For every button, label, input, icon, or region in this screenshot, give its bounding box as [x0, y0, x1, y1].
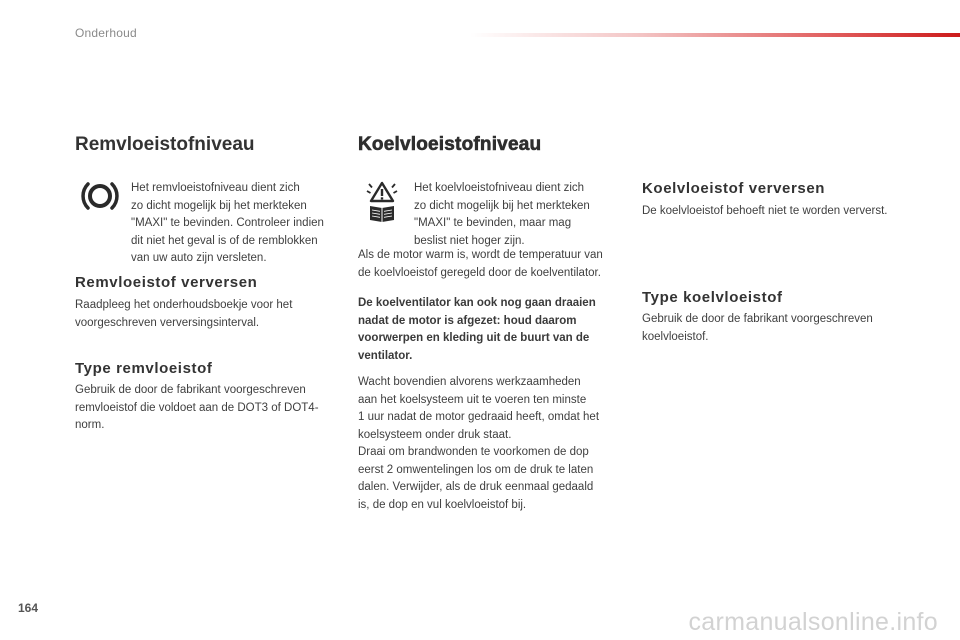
text-line: remvloeistof die voldoet aan de DOT3 of DOT4- — [75, 401, 319, 414]
text-line: voorwerpen en kleding uit de buurt van de — [358, 332, 590, 344]
text-line: dit niet het geval is of de remblokken — [131, 234, 318, 247]
coolant-level-title: Koelvloeistofniveau — [358, 134, 542, 155]
brake-fluid-replace-text — [75, 297, 345, 332]
text-line: 1 uur nadat de motor gedraaid heeft, omdat het — [358, 411, 600, 423]
coolant-temperature-text — [358, 247, 628, 282]
text-line: aan het koelsysteem uit te voeren ten minste — [358, 393, 587, 406]
text-line: koelsysteem onder druk staat. — [358, 428, 512, 441]
text-line: de koelvloeistof geregeld door de koelventilator. — [358, 266, 601, 279]
coolant-replace-text — [642, 203, 932, 221]
coolant-wait-text — [358, 374, 628, 514]
text-line: De koelvloeistof behoeft niet te worden ververst. — [642, 205, 888, 217]
header-accent-rule — [470, 33, 960, 37]
coolant-intro — [414, 180, 624, 250]
coolant-replace-title: Koelvloeistof verversen — [642, 180, 826, 197]
text-line: De koelventilator kan ook nog gaan draaien — [358, 297, 596, 309]
brake-fluid-replace-title: Remvloeistof verversen — [75, 274, 258, 291]
coolant-fan-warning — [358, 295, 628, 365]
text-line: dalen. Verwijder, als de druk eenmaal gedaald — [358, 481, 594, 493]
brake-fluid-type-title: Type remvloeistof — [75, 360, 213, 377]
text-line: Als de motor warm is, wordt de temperatuur van — [358, 249, 603, 261]
section-header: Onderhoud — [75, 26, 137, 40]
text-line: "MAXI" te bevinden, maar mag — [414, 217, 572, 229]
text-line: Wacht bovendien alvorens werkzaamheden — [358, 376, 581, 388]
brake-fluid-intro — [131, 180, 346, 268]
text-line: is, de dop en vul koelvloeistof bij. — [358, 498, 527, 511]
text-line: van uw auto zijn versleten. — [131, 252, 267, 264]
brake-fluid-level-title: Remvloeistofniveau — [75, 134, 255, 155]
watermark: carmanualsonline.info — [688, 608, 938, 636]
text-line: Draai om brandwonden te voorkomen de dop — [358, 446, 589, 458]
text-line: Gebruik de door de fabrikant voorgeschreven — [75, 384, 306, 396]
brake-fluid-type-text — [75, 382, 345, 435]
text-line: Raadpleeg het onderhoudsboekje voor het — [75, 299, 293, 311]
text-line: nadat de motor is afgezet: houd daarom — [358, 314, 577, 327]
text-line: zo dicht mogelijk bij het merkteken — [131, 199, 307, 212]
text-line: ventilator. — [358, 349, 413, 362]
text-line: zo dicht mogelijk bij het merkteken — [414, 199, 590, 212]
coolant-type-title: Type koelvloeistof — [642, 289, 783, 306]
text-line: voorgeschreven verversingsinterval. — [75, 316, 260, 329]
text-line: "MAXI" te bevinden. Controleer indien — [131, 217, 324, 229]
coolant-type-text — [642, 311, 932, 346]
page-number: 164 — [18, 601, 39, 615]
text-line: beslist niet hoger zijn. — [414, 234, 525, 247]
text-line: Het koelvloeistofniveau dient zich — [414, 182, 585, 194]
text-line: koelvloeistof. — [642, 330, 709, 343]
text-line: norm. — [75, 419, 105, 431]
warning-manual-icon — [362, 180, 402, 220]
brake-warning-icon — [80, 176, 120, 216]
text-line: Het remvloeistofniveau dient zich — [131, 182, 300, 194]
text-line: Gebruik de door de fabrikant voorgeschreven — [642, 313, 873, 325]
text-line: eerst 2 omwentelingen los om de druk te laten — [358, 463, 594, 476]
